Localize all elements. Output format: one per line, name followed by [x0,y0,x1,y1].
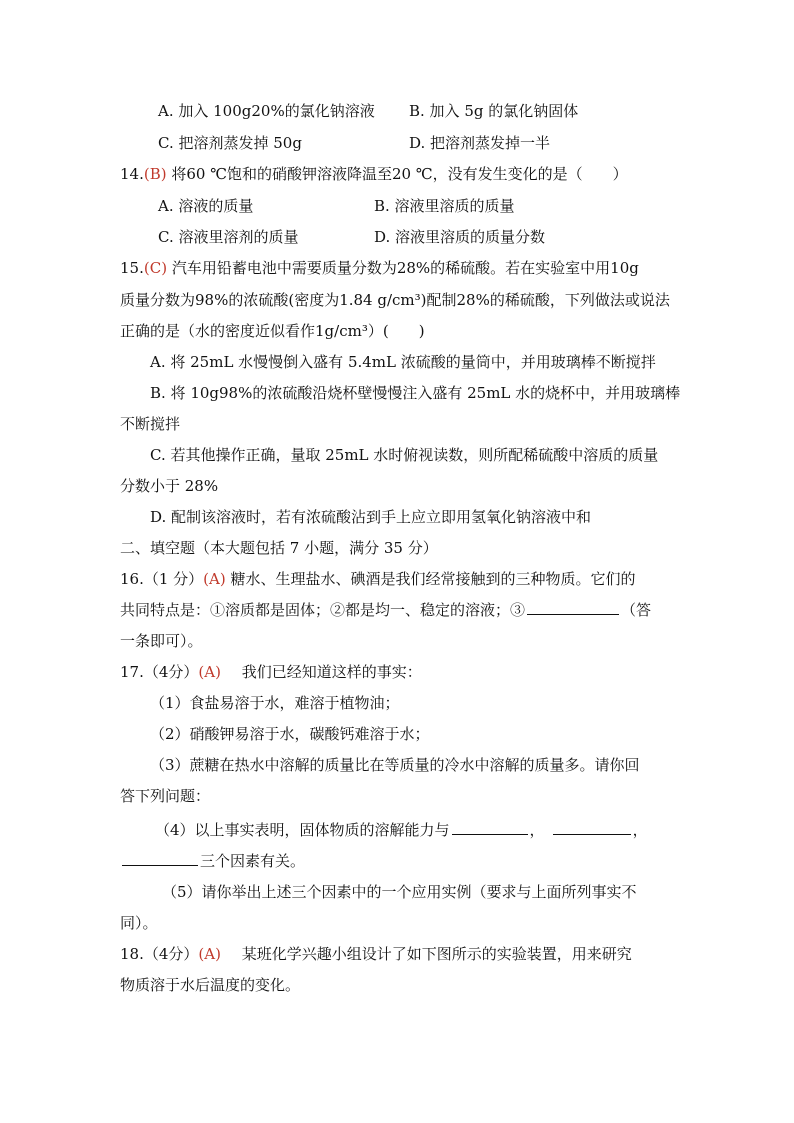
q16-stem-line2 [120,600,651,620]
q15-option-c-line2: 分数小于 28% [120,477,219,495]
q17-part4-line1 [155,820,648,840]
q15-option-b-line1: B. 将 10g98%的浓硫酸沿烧杯壁慢慢注入盛有 25mL 水的烧杯中，并用玻璃棒 [150,384,681,402]
q13-option-b: B. 加入 5g 的氯化钠固体 [409,102,579,120]
q18-stem-line2: 物质溶于水后温度的变化。 [120,976,301,994]
q16-difficulty-tag: (A) [203,570,226,588]
q15-option-c-line1: C. 若其他操作正确，量取 25mL 水时俯视读数，则所配稀硫酸中溶质的质量 [150,446,659,464]
q16-stem-line1 [120,569,636,589]
q17-fact-1: （1）食盐易溶于水，难溶于植物油； [150,694,400,712]
q17-comma-2: ， [632,821,648,839]
q13-options-row1 [158,101,678,121]
q14-option-c: C. 溶液里溶剂的质量 [158,228,299,246]
q14-difficulty-tag: (B) [143,165,167,183]
q14-options-row2 [158,227,678,247]
q14-option-a: A. 溶液的质量 [158,197,254,215]
q17-comma-1: ， [529,821,545,839]
q17-answer-blank-1[interactable] [452,820,528,835]
q14-question: 将60 ℃饱和的硝酸钾溶液降温至20 ℃，没有发生变化的是（ ） [171,165,628,183]
q17-part4-text-end: 三个因素有关。 [200,852,306,870]
q18-number: 18.（4分） [120,945,199,963]
q17-part4-text: （4）以上事实表明，固体物质的溶解能力与 [155,821,450,839]
q18-difficulty-tag: (A) [198,945,221,963]
q17-part5-line2: 同）。 [120,914,158,932]
q13-options-row2 [158,133,678,153]
q17-number: 17.（4分） [120,663,199,681]
q17-difficulty-tag: (A) [198,663,221,681]
q17-question: 我们已经知道这样的事实： [241,663,422,681]
q15-option-b-line2: 不断搅拌 [120,415,181,433]
q17-part4-line2 [120,851,305,871]
q16-answer-blank[interactable] [527,600,619,615]
q13-option-c: C. 把溶剂蒸发掉 50g [158,134,302,152]
q13-option-d: D. 把溶剂蒸发掉一半 [409,134,551,152]
q15-stem-line2: 质量分数为98%的浓硫酸(密度为1.84 g/cm³)配制28%的稀硫酸，下列做法或说法 [120,291,670,309]
q17-fact-3-line1: （3）蔗糖在热水中溶解的质量比在等质量的冷水中溶解的质量多。请你回 [150,756,640,774]
q17-stem [120,662,422,682]
q14-option-b: B. 溶液里溶质的质量 [374,197,515,215]
q16-text-line2: 共同特点是：①溶质都是固体；②都是均一、稳定的溶液；③ [120,601,526,619]
q15-number: 15. [120,259,144,277]
q15-option-a: A. 将 25mL 水慢慢倒入盛有 5.4mL 浓硫酸的量筒中，并用玻璃棒不断搅拌 [150,353,656,371]
q17-answer-blank-3[interactable] [122,851,198,866]
section-heading-fill-in: 二、填空题（本大题包括 7 小题，满分 35 分） [120,539,438,557]
q15-stem-line3: 正确的是（水的密度近似看作1g/cm³）( ) [120,322,425,340]
q18-text-line1: 某班化学兴趣小组设计了如下图所示的实验装置，用来研究 [241,945,632,963]
q18-stem-line1 [120,944,632,964]
q14-stem [120,164,628,184]
q16-number: 16.（1 分） [120,570,204,588]
q17-fact-2: （2）硝酸钾易溶于水，碳酸钙难溶于水； [150,725,430,743]
q16-stem-line3: 一条即可）。 [120,632,203,650]
q15-text-line1: 汽车用铅蓄电池中需要质量分数为28%的稀硫酸。若在实验室中用10g [171,259,639,277]
q14-option-d: D. 溶液里溶质的质量分数 [374,228,546,246]
q15-option-d: D. 配制该溶液时，若有浓硫酸沾到手上应立即用氢氧化钠溶液中和 [150,508,592,526]
q17-answer-blank-2[interactable] [553,820,631,835]
q17-part5-line1: （5）请你举出上述三个因素中的一个应用实例（要求与上面所列事实不 [162,883,637,901]
q15-difficulty-tag: (C) [143,259,168,277]
q16-text-line2-end: （答 [621,601,652,619]
q17-fact-3-line2: 答下列问题： [120,787,211,805]
q14-number: 14. [120,165,144,183]
q15-stem-line1 [120,258,639,278]
q16-text-line1: 糖水、生理盐水、碘酒是我们经常接触到的三种物质。它们的 [230,570,636,588]
q13-option-a: A. 加入 100g20%的氯化钠溶液 [158,102,375,120]
q14-options-row1 [158,196,678,216]
